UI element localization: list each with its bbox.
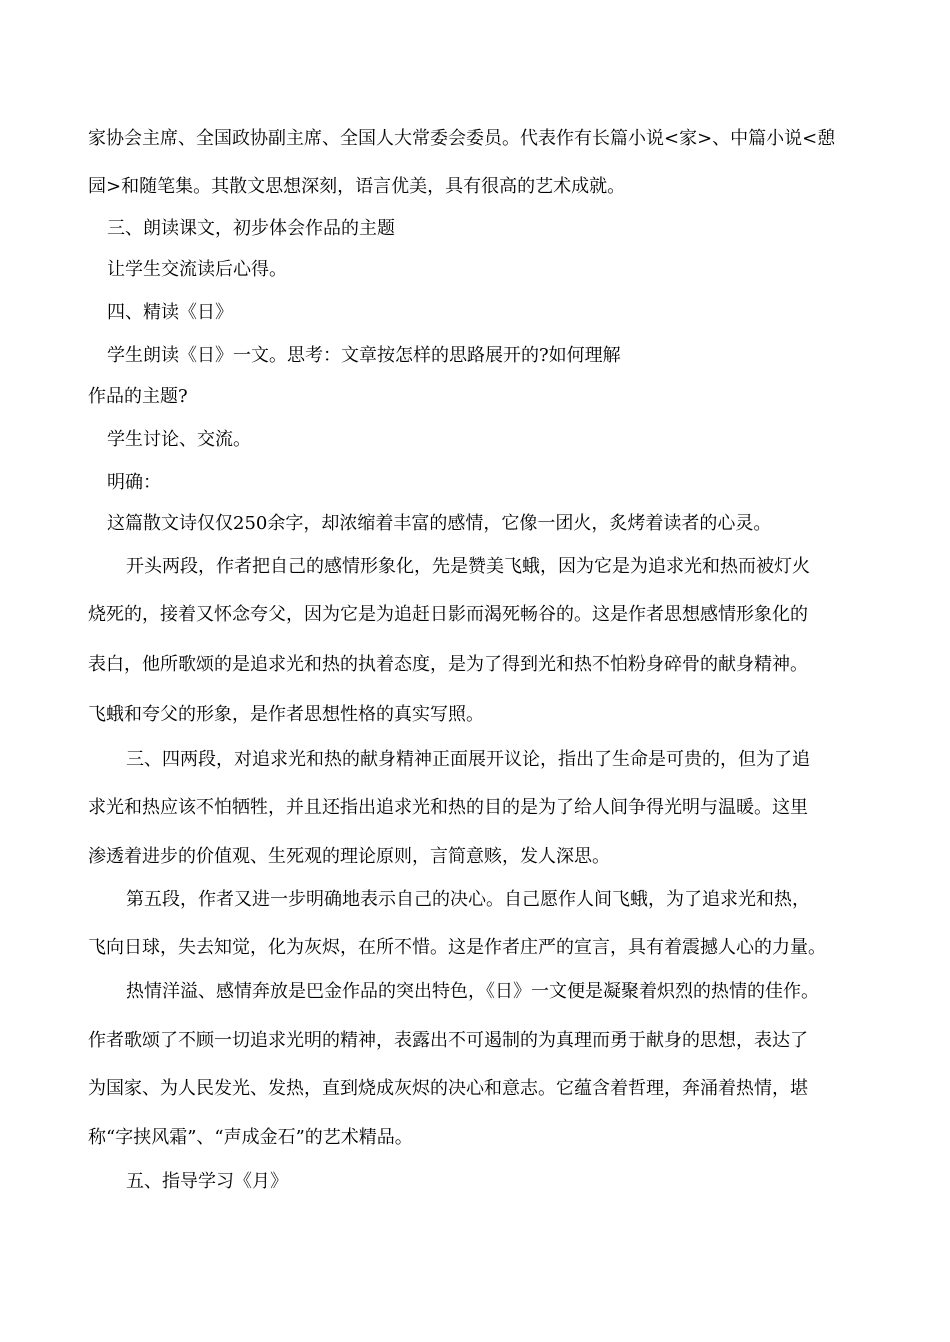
- paragraph-start: 三、四两段，对追求光和热的献身精神正面展开议论，指出了生命是可贵的，但为了追: [126, 749, 810, 770]
- text-line: 飞向日球，失去知觉，化为灰烬，在所不惜。这是作者庄严的宣言，具有着震撼人心的力量。: [88, 937, 826, 958]
- text-line: 作者歌颂了不顾一切追求光明的精神，表露出不可遏制的为真理而勇于献身的思想，表达了: [88, 1030, 808, 1051]
- text-line: 学生朗读《日》一文。思考：文章按怎样的思路展开的?如何理解: [107, 345, 621, 366]
- section-heading: 四、精读《日》: [107, 302, 233, 323]
- text-line: 让学生交流读后心得。: [107, 259, 287, 280]
- text-line: 表白，他所歌颂的是追求光和热的执着态度，是为了得到光和热不怕粉身碎骨的献身精神。: [88, 654, 808, 675]
- text-line: 为国家、为人民发光、发热，直到烧成灰烬的决心和意志。它蕴含着哲理，奔涌着热情，堪: [88, 1078, 808, 1099]
- text-line: 园>和随笔集。其散文思想深刻，语言优美，具有很高的艺术成就。: [88, 176, 626, 197]
- text-line: 烧死的，接着又怀念夸父，因为它是为追赶日影而渴死畅谷的。这是作者思想感情形象化的: [88, 604, 808, 625]
- text-line: 家协会主席、全国政协副主席、全国人大常委会委员。代表作有长篇小说<家>、中篇小说<憩: [88, 128, 836, 149]
- paragraph-start: 开头两段，作者把自己的感情形象化，先是赞美飞蛾，因为它是为追求光和热而被灯火: [126, 556, 810, 577]
- text-line: 渗透着进步的价值观、生死观的理论原则，言简意赅，发人深思。: [88, 846, 610, 867]
- text-line: 称“字挟风霜”、“声成金石”的艺术精品。: [88, 1127, 413, 1148]
- text-line: 飞蛾和夸父的形象，是作者思想性格的真实写照。: [88, 704, 484, 725]
- text-line: 明确：: [107, 472, 161, 493]
- section-heading: 五、指导学习《月》: [126, 1171, 288, 1192]
- paragraph-start: 热情洋溢、感情奔放是巴金作品的突出特色，《日》一文便是凝聚着炽烈的热情的佳作。: [126, 981, 819, 1002]
- paragraph-start: 第五段，作者又进一步明确地表示自己的决心。自己愿作人间飞蛾，为了追求光和热，: [126, 889, 810, 910]
- text-line: 这篇散文诗仅仅250余字，却浓缩着丰富的感情，它像一团火，炙烤着读者的心灵。: [107, 513, 772, 534]
- text-line: 求光和热应该不怕牺牲，并且还指出追求光和热的目的是为了给人间争得光明与温暖。这里: [88, 797, 808, 818]
- text-line: 作品的主题?: [88, 386, 188, 407]
- text-line: 学生讨论、交流。: [107, 429, 251, 450]
- section-heading: 三、朗读课文，初步体会作品的主题: [107, 218, 395, 239]
